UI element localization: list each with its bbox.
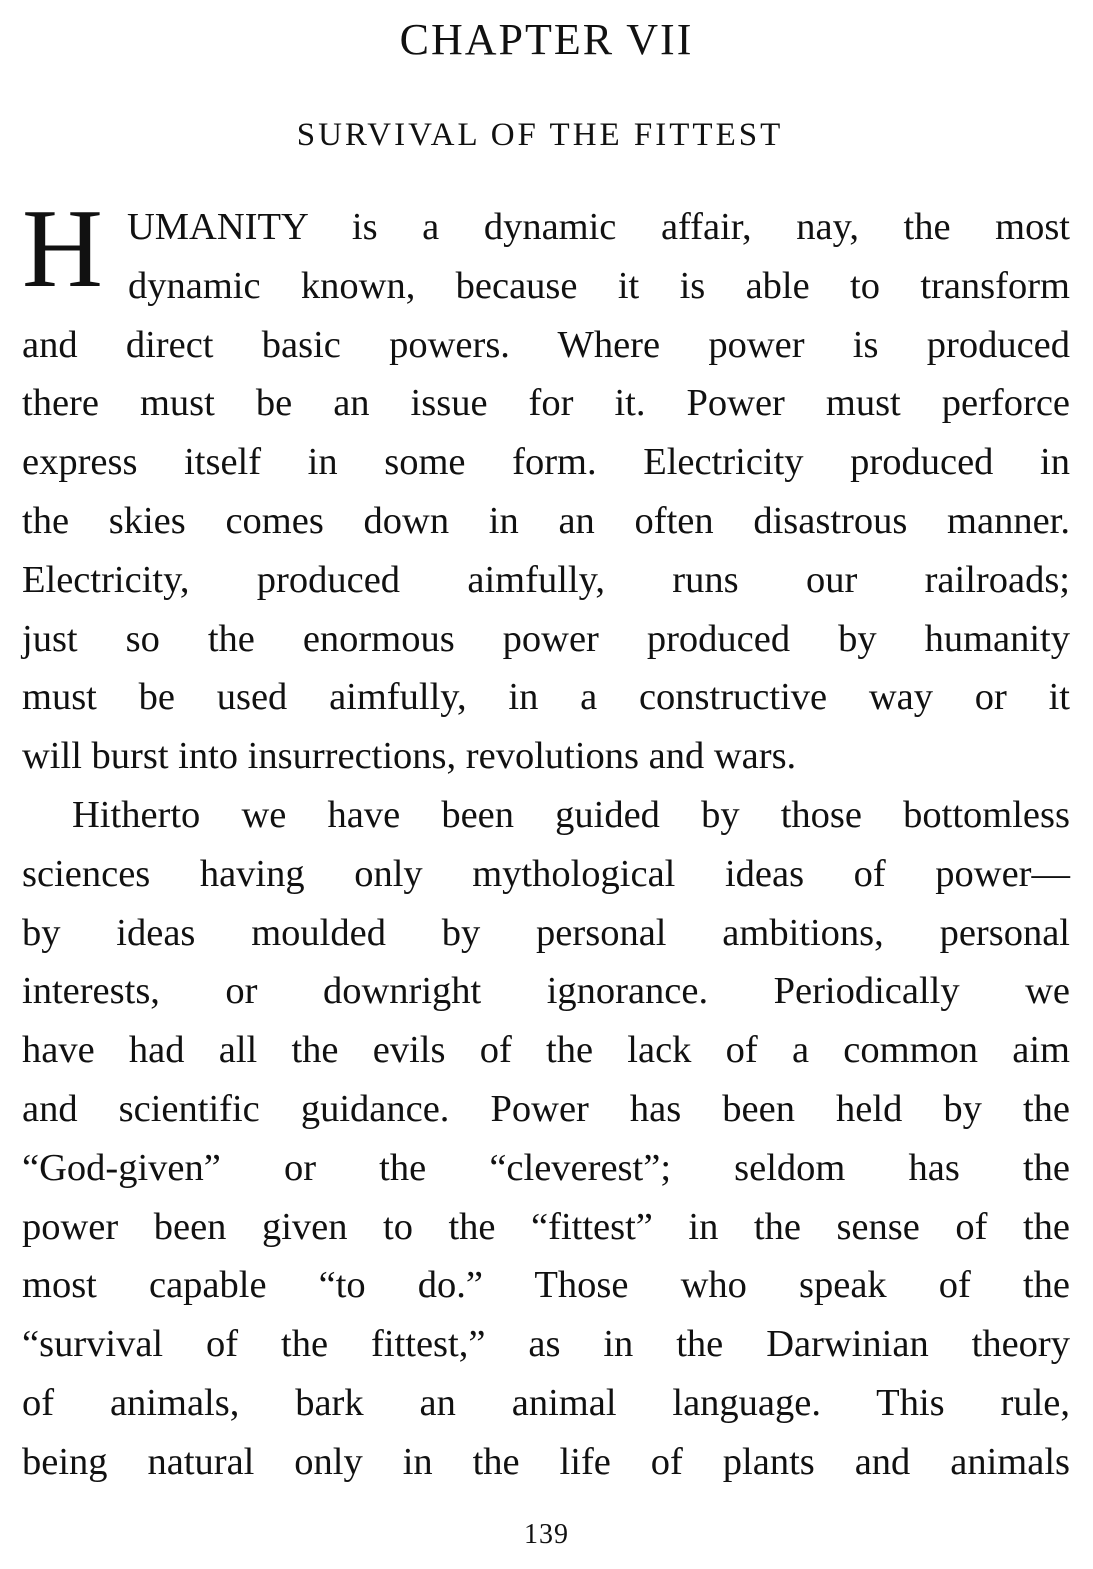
text-line: dynamic known, because it is able to transform	[128, 264, 1070, 307]
text-line: “survival of the fittest,” as in the Darwinian theory	[22, 1323, 1070, 1366]
page-number: 139	[524, 1519, 569, 1550]
text-line: sciences having only mythological ideas of power—	[22, 852, 1070, 895]
text-line: being natural only in the life of plants and animals	[22, 1440, 1070, 1483]
text-line: and direct basic powers. Where power is produced	[22, 323, 1070, 366]
text-line: express itself in some form. Electricity produced in	[22, 441, 1070, 484]
text-line: there must be an issue for it. Power must perforce	[22, 382, 1070, 425]
text-line: the skies comes down in an often disastrous manner.	[22, 499, 1070, 542]
paragraph-1	[22, 198, 1070, 786]
text-line: just so the enormous power produced by humanity	[22, 617, 1070, 660]
text-line: UMANITY is a dynamic affair, nay, the most	[127, 206, 1070, 248]
text-line: by ideas moulded by personal ambitions, personal	[22, 911, 1070, 954]
text-line: interests, or downright ignorance. Periodically we	[22, 970, 1070, 1013]
chapter-heading: CHAPTER VII	[399, 15, 694, 64]
text-line: have had all the evils of the lack of a common aim	[22, 1029, 1070, 1072]
text-line: power been given to the “fittest” in the sense of the	[22, 1205, 1070, 1248]
paragraph-2	[22, 786, 1070, 1492]
drop-cap: H	[22, 187, 103, 311]
text-line: most capable “to do.” Those who speak of the	[22, 1264, 1070, 1307]
text-line: will burst into insurrections, revolutions and wars.	[22, 735, 797, 778]
text-line: Hitherto we have been guided by those bottomless	[72, 794, 1070, 836]
text-line: Electricity, produced aimfully, runs our railroads;	[22, 558, 1070, 601]
text-line: and scientific guidance. Power has been held by the	[22, 1087, 1070, 1130]
text-line: must be used aimfully, in a constructive way or it	[22, 676, 1070, 719]
text-line: of animals, bark an animal language. This rule,	[22, 1381, 1070, 1424]
chapter-subtitle: SURVIVAL OF THE FITTEST	[296, 117, 784, 153]
text-line: “God-given” or the “cleverest”; seldom has the	[22, 1146, 1070, 1189]
